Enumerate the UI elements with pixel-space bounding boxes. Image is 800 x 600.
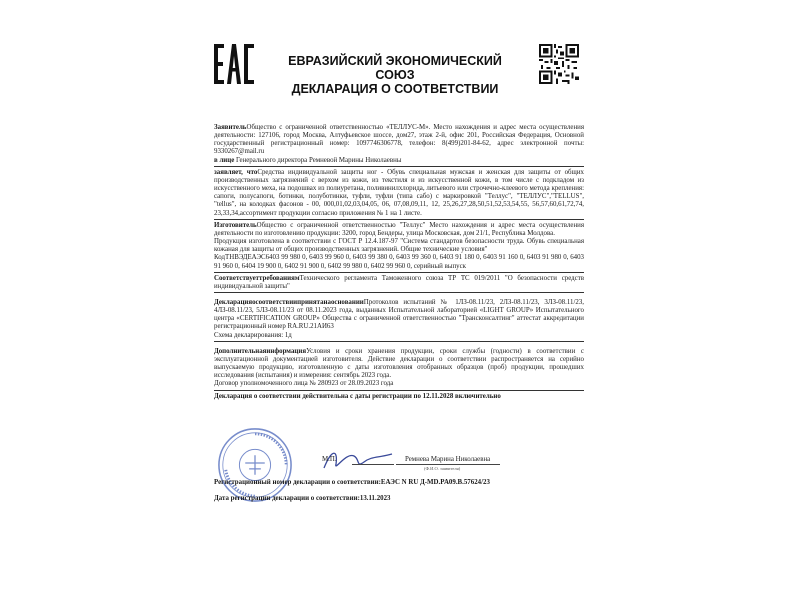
manufacturer-text: Общество с ограниченной ответственностью "Теллус" Место нахождения и адрес места осуществления деятельности по изготовлению продукции: 3200, город Бендеры, улица Московская, дом 21/1, Республика Молдова. (214, 221, 584, 237)
manufacturer-label: Изготовитель (214, 221, 257, 229)
registration-number: ЕАЭС N RU Д-MD.PA09.B.57624/23 (380, 479, 490, 486)
declares-text: Средства индивидуальной защиты ног - Обувь специальная мужская и женская для защиты от общих производственных загрязнений с верхом из кожи, из текстиля и из искусственной кожи, в том числе с подкладом из искусственного меха, на подошвах из полиуретана, поливинилхлорида, литьевого или строчечно-клеевого метода крепления: сапоги, полусапоги, ботинки, полуботинки, туфли, туфли (типа сабо) с маркировкой "Теллус", "ТЕЛЛУС","TELLUS", "tellus", на колодках фасонов - 00, 000,01,02,03,04,05, 06, 07,08,09,11, 12, 25,26,27,28,50,51,52,53,54,55, 56,57,60,61,72,74, 23,33,34,ассортимент продукции согласно приложения № 1 на 1 листе. (214, 168, 584, 217)
applicant-text: Общество с ограниченной ответственностью «ТЕЛЛУС-М». Место нахождения и адрес места осуществления деятельности: 127106, город Москва, Алтуфьевское шоссе, дом27, этаж 2-й, офис 201, Российская Федерация, Основной государственный регистрационный номер: 1097746306778, телефон: 8(499)201-84-62, адрес электронной почты: 9330267@mail.ru (214, 124, 584, 156)
declaration-body (214, 124, 584, 401)
manufacturer-standard: Продукция изготовлена в соответствии с ГОСТ Р 12.4.187-97 "Система стандартов безопасности труда. Обувь специальная кожаная для защиты от общих производственных загрязнений. Общие технические условия" (214, 238, 584, 254)
stamp-place-label: М.П. (322, 456, 337, 463)
contract-text: Договор уполномоченного лица № 280923 от 28.09.2023 года (214, 380, 394, 388)
registration-date-label: Дата регистрации декларации о соответствии: (214, 495, 360, 502)
applicant-label: Заявитель (214, 124, 247, 131)
qr-code-icon (539, 44, 579, 84)
name-line (396, 464, 500, 465)
conformity-section (214, 275, 584, 293)
declaration-title: ДЕКЛАРАЦИЯ О СООТВЕТСТВИИ (291, 82, 499, 96)
declaration-scheme: Схема декларирования: 1д (214, 331, 292, 339)
applicant-section (214, 124, 584, 167)
additional-text: Условия и сроки хранения продукции, сроки службы (годности) в соответствии с эксплуатационной документацией изготовителя. Действие декларации о соответствии распространяется на серийно выпускаемую продукцию, изготовленную с даты изготовления отобранных образцов (проб) продукции, прошедших исследования (испытания) и измерения: сентябрь 2023 года. (214, 347, 584, 380)
registration-number-row (214, 479, 490, 486)
declares-label: заявляет, что (214, 168, 258, 176)
company-seal-stamp (216, 426, 294, 504)
signatory-caption: (Ф.И.О. заявителя) (424, 466, 461, 471)
signature-line (352, 464, 394, 465)
signatory-name: Ремнева Марина Николаевна (405, 456, 491, 463)
manufacturer-section (214, 222, 584, 273)
additional-label: Дополнительнаяинформация (214, 347, 307, 355)
registration-date: 13.11.2023 (359, 495, 391, 502)
eac-logo (214, 42, 254, 86)
registration-date-row (214, 495, 391, 502)
tn-ved-codes: КодТНВЭДЕАЭС6403 99 980 0, 6403 99 960 0, 6403 99 380 0, 6403 99 360 0, 6403 91 180 0, 6403 91 160 0, 6403 91 980 0, 6403 91 960 0, 6404 19 900 0, 6402 91 900 0, 6402 99 980 0, 6402 99 960 0, серийный выпуск (214, 254, 584, 270)
validity-period: Декларация о соответствии действительна с даты регистрации по 12.11.2028 включительно (214, 392, 501, 400)
union-name: ЕВРАЗИЙСКИЙ ЭКОНОМИЧЕСКИЙ СОЮЗ (288, 54, 502, 82)
registration-number-label: Регистрационный номер декларации о соответствии: (214, 479, 381, 486)
basis-section (214, 299, 584, 342)
applicant-person: Генерального директора Ремневой Марины Николаевны (236, 156, 402, 164)
basis-label: Декларацияосоответствиипринятанаосновании (214, 298, 364, 306)
conformity-label: Соответствуеттребованиям (214, 274, 300, 282)
applicant-person-label: в лице (214, 156, 235, 164)
document-title (270, 54, 520, 96)
additional-info-section (214, 348, 584, 391)
declares-section (214, 169, 584, 220)
basis-text: Протоколов испытаний № 1ЛЗ-08.11/23, 2ЛЗ-08.11/23, 3ЛЗ-08.11/23, 4ЛЗ-08.11/23, 5ЛЗ-08.11/23 от 08.11.2023 года, выданных Испытательной лабораторией «LIGHT GROUP» Испытательного центра «CERTIFICATION GROUP» Общества с ограниченной ответственностью "Трансконсалтинг" аттестат аккредитации регистрационный номер RA.RU.21АИ63 (214, 298, 584, 331)
conformity-text: Технического регламента Таможенного союза ТР ТС 019/2011 "О безопасности средств индивидуальной защиты" (214, 274, 584, 290)
